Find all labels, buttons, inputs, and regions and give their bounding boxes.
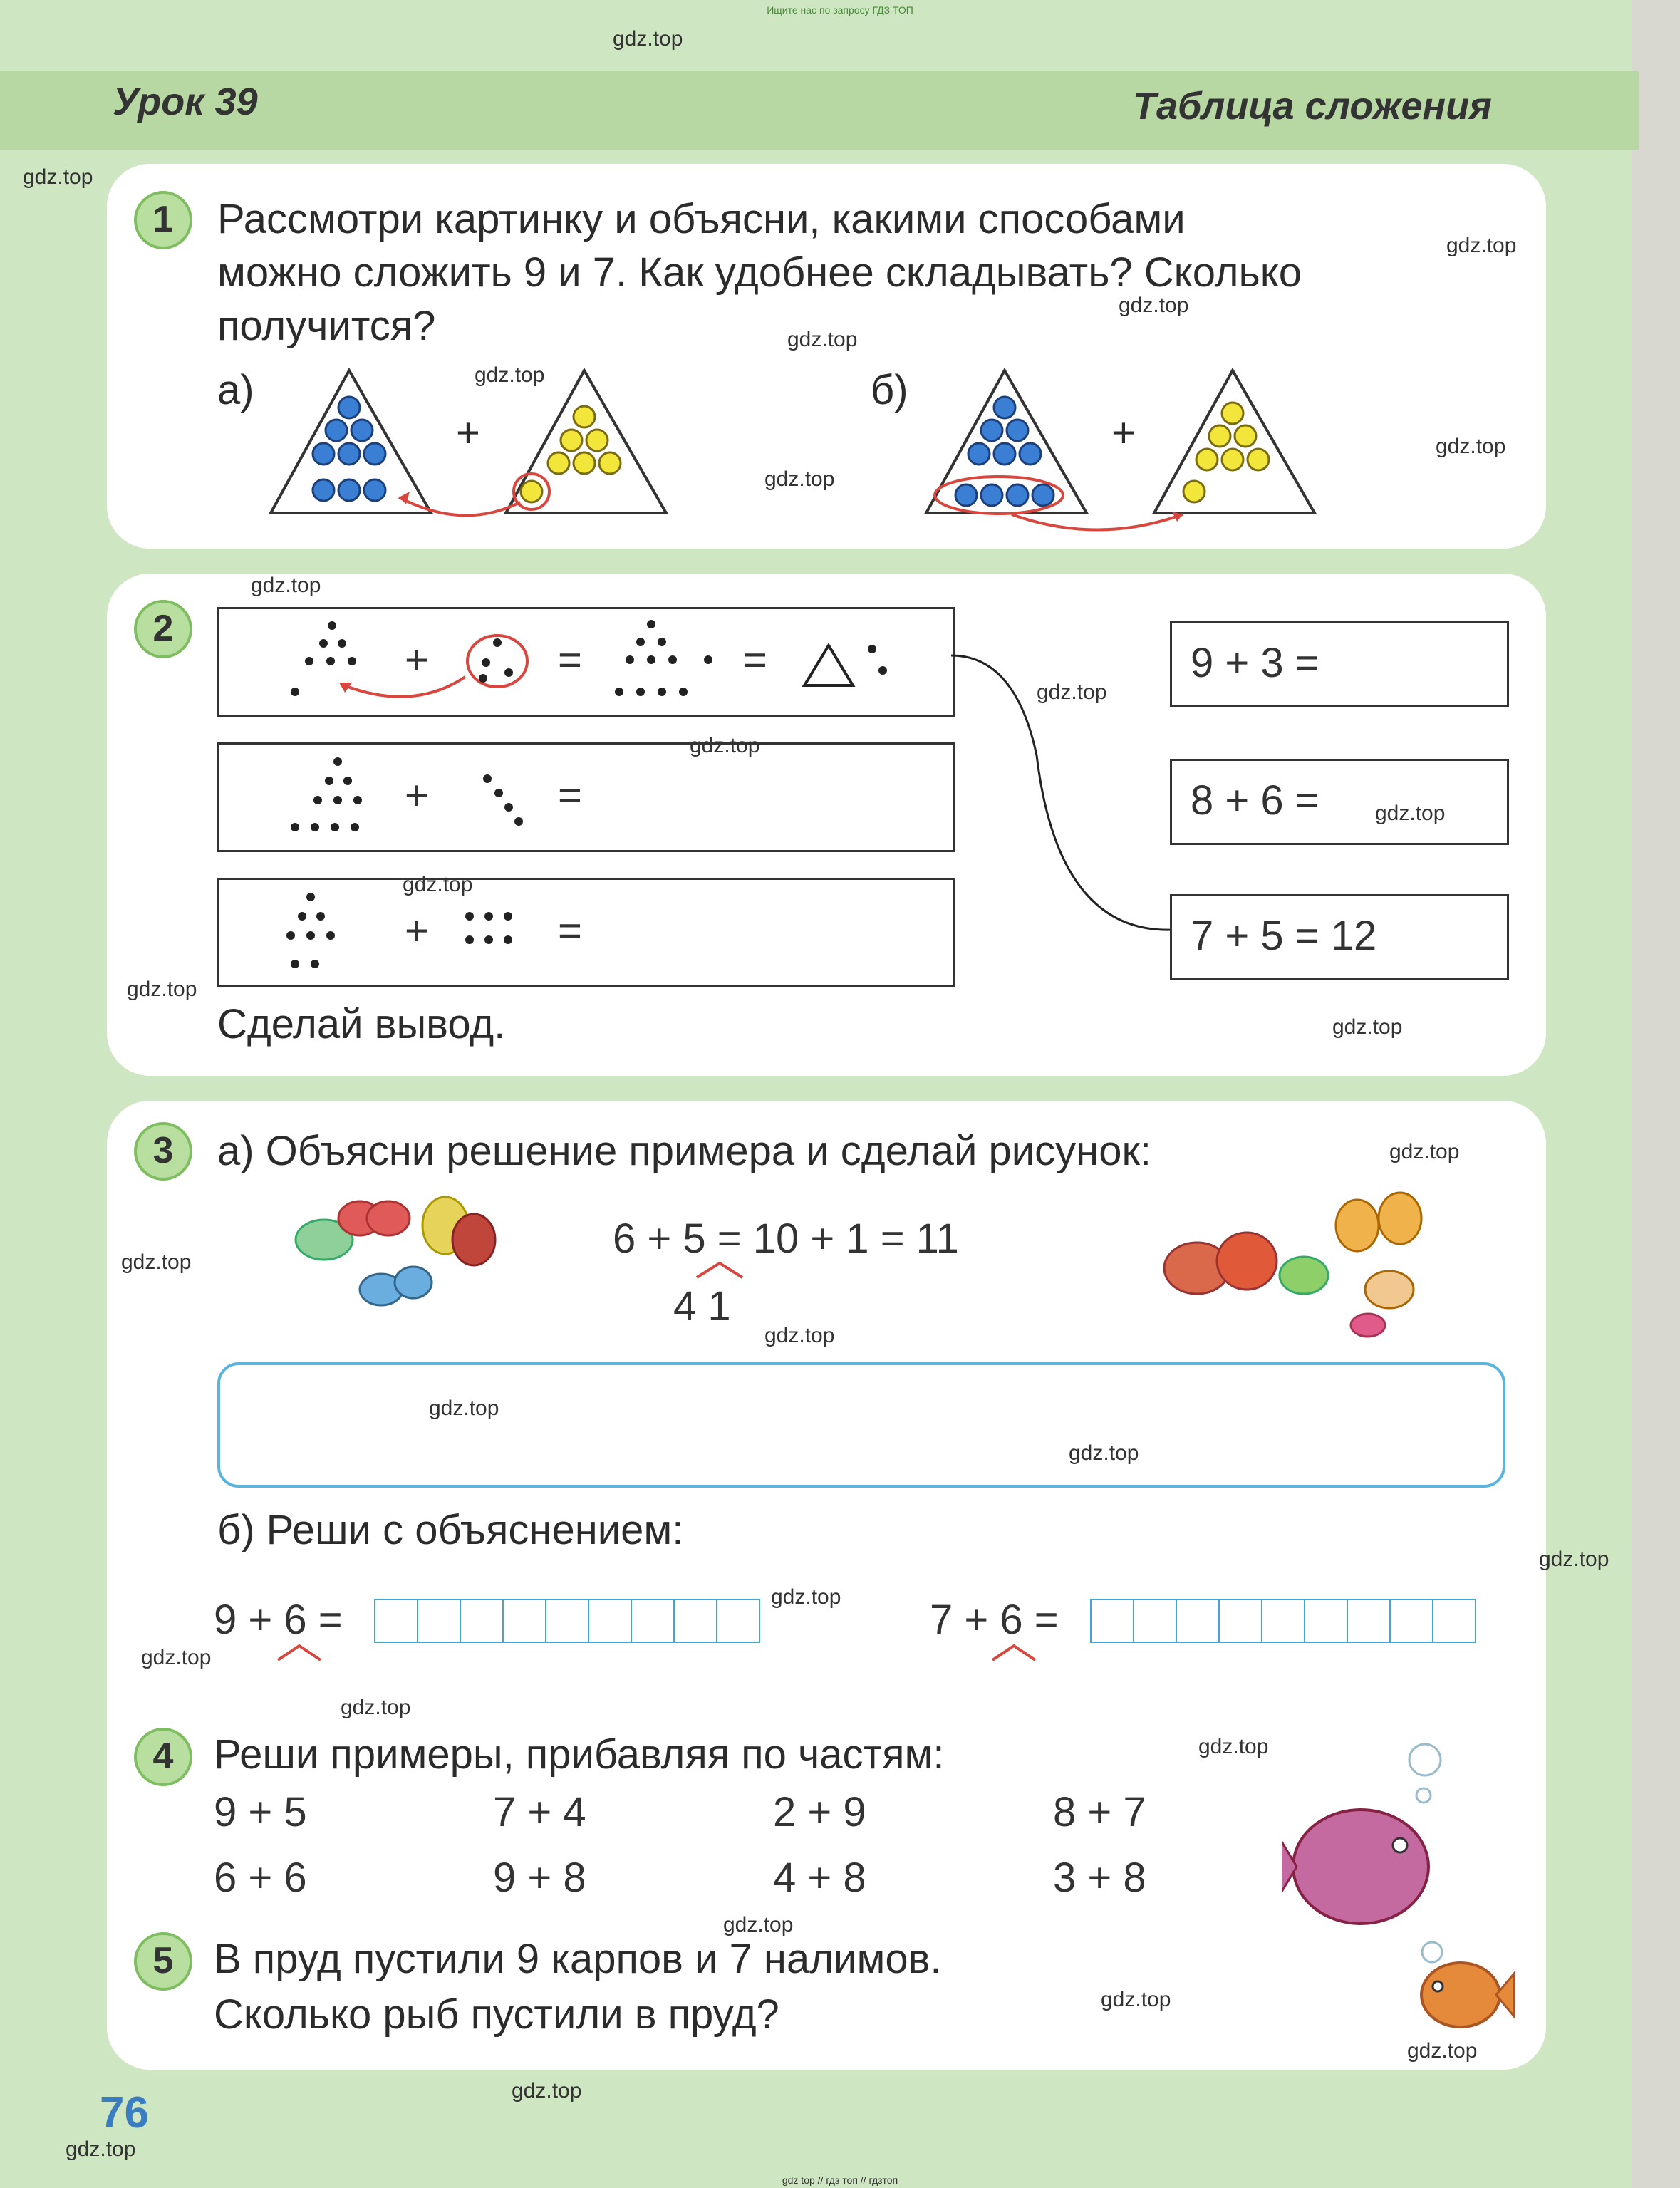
- task3-part-b: б) Реши с объяснением:: [217, 1507, 684, 1553]
- task4-text: Реши примеры, прибавляя по частям:: [214, 1731, 945, 1778]
- triangles-picture-a: [264, 356, 677, 534]
- watermark: gdz.top: [1069, 1441, 1139, 1465]
- watermark: gdz.top: [475, 363, 545, 387]
- task2-conclusion: Сделай вывод.: [217, 1001, 506, 1047]
- task2-number: 2: [134, 600, 192, 658]
- task1-plus-a: +: [456, 410, 480, 456]
- equation-text: 7 + 5 = 12: [1191, 913, 1377, 959]
- task3-number: 3: [134, 1122, 192, 1181]
- watermark: gdz.top: [66, 2137, 136, 2161]
- watermark: gdz.top: [1119, 294, 1189, 317]
- task1-label-a: а): [217, 367, 254, 413]
- equation-box-3: [1170, 894, 1509, 980]
- task5-line1: В пруд пустили 9 карпов и 7 налимов.: [214, 1936, 942, 1982]
- answer-cells-2[interactable]: [1090, 1599, 1476, 1643]
- watermark: gdz.top: [429, 1396, 499, 1420]
- task1-text-line3: получится?: [217, 303, 436, 349]
- equals-sign: =: [558, 772, 582, 819]
- topic-title: Таблица сложения: [1133, 85, 1492, 128]
- watermark: gdz.top: [787, 328, 858, 351]
- watermark: gdz.top: [771, 1585, 841, 1609]
- equation-text: 8 + 6 =: [1191, 777, 1319, 824]
- task1-text-line1: Рассмотри картинку и объясни, какими способами: [217, 196, 1186, 242]
- task1-label-b: б): [871, 367, 908, 413]
- split-mark: [691, 1260, 748, 1281]
- equation-text: 9 + 3 =: [1191, 640, 1319, 686]
- top-note: Ищите нас по запросу ГДЗ ТОП: [767, 4, 913, 16]
- watermark: gdz.top: [1446, 234, 1517, 257]
- task4-example: 7 + 4: [493, 1789, 586, 1835]
- task3-example: 6 + 5 = 10 + 1 = 11: [613, 1215, 959, 1262]
- watermark: gdz.top: [121, 1250, 192, 1274]
- task4-example: 9 + 5: [214, 1789, 307, 1835]
- watermark: gdz.top: [1436, 435, 1506, 458]
- fish-picture: [1282, 1738, 1518, 2059]
- watermark: gdz.top: [690, 734, 760, 757]
- equation-box-1: [1170, 621, 1509, 707]
- dots-row-1: [217, 607, 955, 717]
- task4-example: 4 + 8: [773, 1855, 866, 1901]
- watermark: gdz.top: [1539, 1547, 1609, 1571]
- equals-sign: =: [558, 637, 582, 683]
- plus-sign: +: [405, 908, 429, 954]
- watermark: gdz.top: [1375, 802, 1446, 825]
- butterflies-right-picture: [1154, 1183, 1446, 1339]
- task4-example: 2 + 9: [773, 1789, 866, 1835]
- split-mark: [989, 1642, 1039, 1664]
- watermark: gdz.top: [613, 27, 683, 51]
- watermark: gdz.top: [764, 1324, 835, 1347]
- watermark: gdz.top: [1037, 680, 1107, 704]
- watermark: gdz.top: [403, 873, 473, 896]
- dots-row-2: [217, 742, 955, 852]
- footer-note: gdz top // гдз топ // гдзтоп: [782, 2174, 898, 2186]
- watermark: gdz.top: [723, 1913, 794, 1936]
- move-arrow: [284, 648, 483, 705]
- equals-sign: =: [743, 637, 767, 683]
- task4-example: 8 + 7: [1053, 1789, 1146, 1835]
- page-number: 76: [100, 2088, 149, 2137]
- answer-cells-1[interactable]: [374, 1599, 760, 1643]
- watermark: gdz.top: [251, 574, 321, 597]
- watermark: gdz.top: [764, 467, 835, 491]
- task1-plus-b: +: [1111, 410, 1136, 456]
- watermark: gdz.top: [512, 2079, 582, 2103]
- watermark: gdz.top: [1407, 2039, 1478, 2063]
- plus-sign: +: [405, 637, 429, 683]
- task4-example: 3 + 8: [1053, 1855, 1146, 1901]
- watermark: gdz.top: [127, 978, 197, 1001]
- butterflies-left-picture: [281, 1183, 509, 1325]
- task3-exercise-2: 7 + 6 =: [930, 1597, 1059, 1643]
- watermark: gdz.top: [341, 1696, 411, 1719]
- triangles-picture-b: [919, 356, 1347, 549]
- task4-example: 9 + 8: [493, 1855, 586, 1901]
- dots-row-3: [217, 878, 955, 987]
- triangle-icon: [800, 641, 857, 691]
- lesson-title: Урок 39: [113, 81, 258, 123]
- watermark: gdz.top: [141, 1646, 212, 1669]
- task1-text-line2: можно сложить 9 и 7. Как удобнее складывать? Сколько: [217, 249, 1302, 296]
- watermark: gdz.top: [1198, 1735, 1269, 1758]
- plus-sign: +: [405, 772, 429, 819]
- page-edge: [1632, 0, 1680, 2188]
- watermark: gdz.top: [1389, 1140, 1460, 1163]
- task4-example: 6 + 6: [214, 1855, 307, 1901]
- equation-box-2: [1170, 759, 1509, 845]
- task3-split: 4 1: [673, 1283, 731, 1329]
- task1-number: 1: [134, 191, 192, 249]
- split-mark: [274, 1642, 324, 1664]
- watermark: gdz.top: [23, 165, 93, 189]
- drawing-answer-box[interactable]: [217, 1362, 1505, 1488]
- task4-number: 4: [134, 1728, 192, 1786]
- task5-number: 5: [134, 1932, 192, 1991]
- task3-exercise-1: 9 + 6 =: [214, 1597, 343, 1643]
- task5-line2: Сколько рыб пустили в пруд?: [214, 1991, 779, 2038]
- watermark: gdz.top: [1332, 1015, 1403, 1039]
- watermark: gdz.top: [1101, 1988, 1171, 2011]
- equals-sign: =: [558, 908, 582, 954]
- task3-part-a: а) Объясни решение примера и сделай рисунок:: [217, 1128, 1151, 1174]
